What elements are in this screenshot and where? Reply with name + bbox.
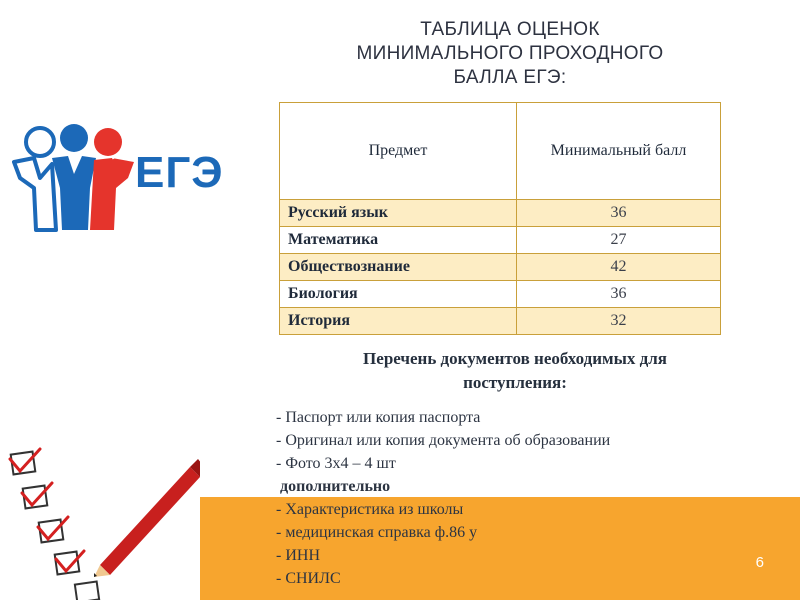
table-header-row — [280, 103, 721, 200]
documents-heading-line: Перечень документов необходимых для — [363, 349, 667, 368]
subject-cell: Математика — [280, 227, 517, 254]
score-cell: 32 — [517, 308, 721, 335]
subject-cell: История — [280, 308, 517, 335]
page-number: 6 — [755, 554, 764, 571]
subject-cell: Русский язык — [280, 200, 517, 227]
score-cell: 27 — [517, 227, 721, 254]
score-cell: 36 — [517, 200, 721, 227]
title-line: ТАБЛИЦА ОЦЕНОК — [420, 19, 600, 40]
table-row — [280, 227, 721, 254]
list-item: - СНИЛС — [276, 570, 341, 587]
list-item: - медицинская справка ф.86 у — [276, 524, 478, 541]
title-line: БАЛЛА ЕГЭ: — [453, 67, 567, 88]
logo-text: ЕГЭ — [135, 148, 224, 197]
list-item: - Фото 3х4 – 4 шт — [276, 455, 396, 472]
documents-heading — [285, 347, 745, 395]
score-cell: 36 — [517, 281, 721, 308]
ege-people-logo-icon — [12, 118, 137, 238]
documents-heading-line: поступления: — [463, 373, 567, 392]
ege-logo — [12, 118, 224, 238]
additional-label: дополнительно — [280, 478, 391, 495]
subject-cell: Обществознание — [280, 254, 517, 281]
subject-cell: Биология — [280, 281, 517, 308]
score-cell: 42 — [517, 254, 721, 281]
list-item: - ИНН — [276, 547, 320, 564]
list-item: - Характеристика из школы — [276, 501, 464, 518]
documents-list — [276, 406, 610, 590]
min-score-table — [279, 102, 721, 335]
checklist-pencil-icon — [0, 447, 200, 600]
column-header-subject: Предмет — [280, 103, 517, 200]
list-item: - Оригинал или копия документа об образовании — [276, 432, 611, 449]
table-row — [280, 281, 721, 308]
table-row — [280, 200, 721, 227]
list-item: - Паспорт или копия паспорта — [276, 409, 481, 426]
slide-title — [300, 18, 720, 90]
table-row — [280, 254, 721, 281]
table-row — [280, 308, 721, 335]
title-line: МИНИМАЛЬНОГО ПРОХОДНОГО — [356, 43, 664, 64]
column-header-score: Минимальный балл — [517, 103, 721, 200]
